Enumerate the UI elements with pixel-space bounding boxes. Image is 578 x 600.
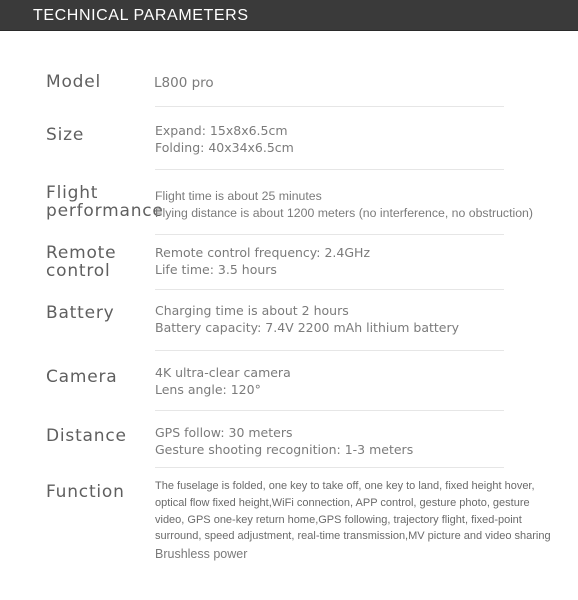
label-line: Distance [46, 426, 127, 446]
spec-label-flight-performance [46, 184, 164, 220]
value-line: GPS follow: 30 meters [155, 425, 293, 440]
value-line: Life time: 3.5 hours [155, 262, 277, 277]
label-line: control [46, 261, 111, 281]
spec-value-distance [155, 424, 413, 458]
value-line: video, GPS one-key return home,GPS following, trajectory flight, fixed-point [155, 513, 522, 526]
value-line: Battery capacity: 7.4V 2200 mAh lithium battery [155, 320, 460, 335]
value-line: Flying distance is about 1200 meters (no interference, no obstruction) [155, 206, 533, 220]
value-line: Lens angle: 120° [155, 382, 261, 397]
spec-label-model [46, 73, 101, 91]
label-line: Remote [46, 243, 117, 263]
spec-label-function [46, 483, 125, 501]
value-line: surround, speed adjustment, real-time transmission,MV picture and video sharing [155, 530, 551, 543]
spec-value-size [155, 122, 294, 156]
label-line: Size [46, 125, 85, 145]
divider [155, 350, 504, 351]
divider [155, 169, 504, 170]
divider [155, 410, 504, 411]
value-line: optical flow fixed height,WiFi connection, APP control, gesture photo, gesture [155, 496, 530, 509]
value-line: Folding: 40x34x6.5cm [155, 140, 294, 155]
spec-value-battery [155, 302, 459, 336]
spec-value-function [155, 478, 551, 564]
label-line: Camera [46, 367, 118, 387]
value-line: Remote control frequency: 2.4GHz [155, 245, 371, 260]
spec-label-size [46, 126, 84, 144]
label-line: Battery [46, 303, 115, 323]
label-line: performance [46, 201, 164, 221]
value-line: L800 pro [154, 75, 214, 91]
label-line: Function [46, 482, 125, 502]
value-line: The fuselage is folded, one key to take off, one key to land, fixed height hover, [155, 480, 535, 492]
value-line: Brushless power [155, 547, 248, 562]
header-bar [0, 0, 578, 31]
divider [155, 467, 504, 468]
divider [155, 106, 504, 107]
value-line: Gesture shooting recognition: 1-3 meters [155, 442, 414, 457]
spec-label-remote-control [46, 244, 116, 280]
spec-value-camera [155, 364, 291, 398]
spec-value-remote-control [155, 244, 370, 278]
value-line: Expand: 15x8x6.5cm [155, 123, 288, 138]
value-line: Flight time is about 25 minutes [155, 189, 322, 203]
spec-label-distance [46, 427, 127, 445]
divider [155, 289, 504, 290]
page-title: TECHNICAL PARAMETERS [33, 7, 249, 24]
spec-label-battery [46, 304, 115, 322]
label-line: Model [46, 72, 102, 92]
spec-value-flight-performance [155, 188, 533, 222]
spec-value-model [154, 75, 214, 92]
spec-label-camera [46, 368, 118, 386]
label-line: Flight [46, 183, 99, 203]
divider [155, 234, 504, 235]
value-line: Charging time is about 2 hours [155, 303, 349, 318]
value-line: 4K ultra-clear camera [155, 365, 291, 380]
